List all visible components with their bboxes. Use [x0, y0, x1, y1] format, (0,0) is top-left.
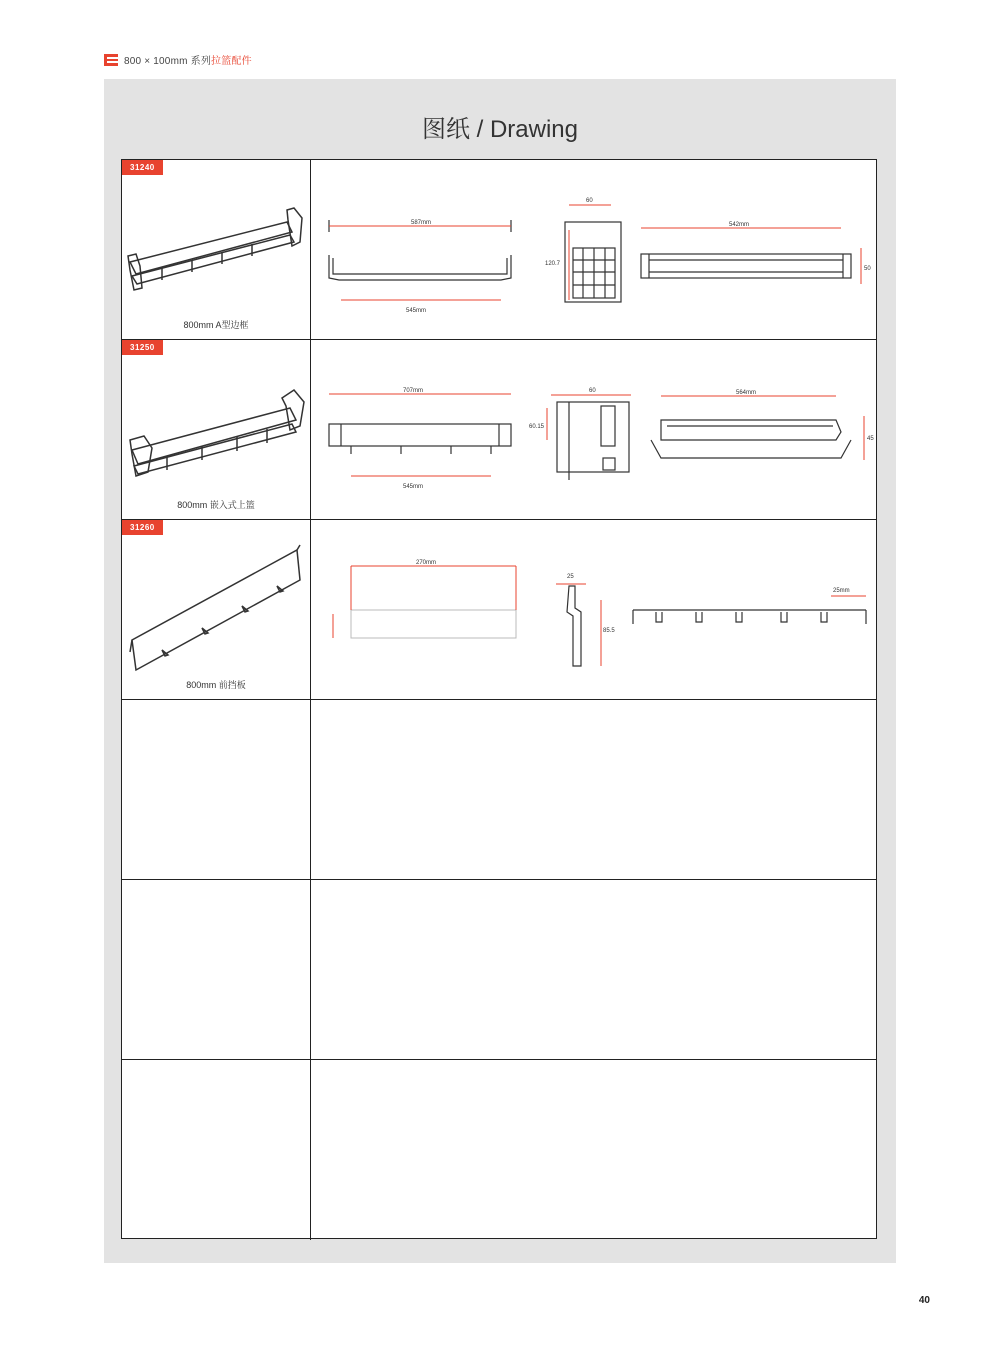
product-code: 31240	[122, 160, 163, 175]
technical-drawing-cell	[311, 340, 876, 519]
page-header	[104, 52, 252, 67]
dim-length: 542mm	[729, 222, 750, 228]
technical-drawing	[311, 160, 877, 340]
technical-drawing	[311, 340, 877, 520]
drawing-panel	[104, 79, 896, 1263]
product-photo-cell	[122, 340, 311, 519]
product-caption: 800mm A型边框	[183, 320, 249, 330]
front-panel-illustration	[122, 520, 311, 700]
product-code: 31260	[122, 520, 163, 535]
dim-height: 50	[864, 266, 871, 272]
dim-right: 25mm	[833, 588, 850, 594]
product-caption: 800mm 嵌入式上篮	[177, 500, 255, 510]
table-row	[122, 340, 876, 520]
dim-length: 564mm	[736, 390, 757, 396]
empty-cell	[122, 700, 311, 879]
product-code: 31250	[122, 340, 163, 355]
empty-cell	[311, 880, 876, 1059]
dim-side-width: 25	[567, 574, 574, 580]
dim-bottom-width: 545mm	[406, 308, 427, 314]
basket-frame-illustration	[122, 160, 311, 340]
table-row	[122, 520, 876, 700]
header-category: 拉篮配件	[211, 56, 252, 67]
dim-side-width: 60	[589, 388, 596, 394]
upper-basket-illustration	[122, 340, 311, 520]
empty-cell	[122, 880, 311, 1059]
catalog-icon	[104, 54, 118, 66]
page-number: 40	[918, 1295, 930, 1306]
dim-height: 45	[867, 436, 874, 442]
product-caption: 800mm 前挡板	[186, 680, 246, 690]
product-photo-cell	[122, 520, 311, 699]
header-size: 800 × 100mm	[124, 56, 188, 67]
technical-drawing-cell	[311, 520, 876, 699]
empty-cell	[311, 700, 876, 879]
table-row-empty	[122, 880, 876, 1060]
drawing-table	[121, 159, 877, 1239]
dim-top-width: 587mm	[411, 220, 432, 226]
dim-side-width: 60	[586, 198, 593, 204]
empty-cell	[122, 1060, 311, 1240]
page-title: 图纸 / Drawing	[421, 116, 579, 143]
table-row	[122, 160, 876, 340]
dim-top-width: 270mm	[416, 560, 437, 566]
technical-drawing-cell	[311, 160, 876, 339]
dim-bottom-width: 545mm	[403, 484, 424, 490]
dim-side-height: 120.7	[545, 261, 561, 267]
technical-drawing	[311, 520, 877, 700]
product-photo-cell	[122, 160, 311, 339]
dim-top-width: 707mm	[403, 388, 424, 394]
header-text	[124, 52, 252, 67]
header-series: 系列	[190, 56, 212, 67]
table-row-empty	[122, 700, 876, 880]
empty-cell	[311, 1060, 876, 1240]
dim-side-height: 60.15	[529, 424, 545, 430]
table-row-empty	[122, 1060, 876, 1240]
dim-side-height: 85.5	[603, 628, 615, 634]
